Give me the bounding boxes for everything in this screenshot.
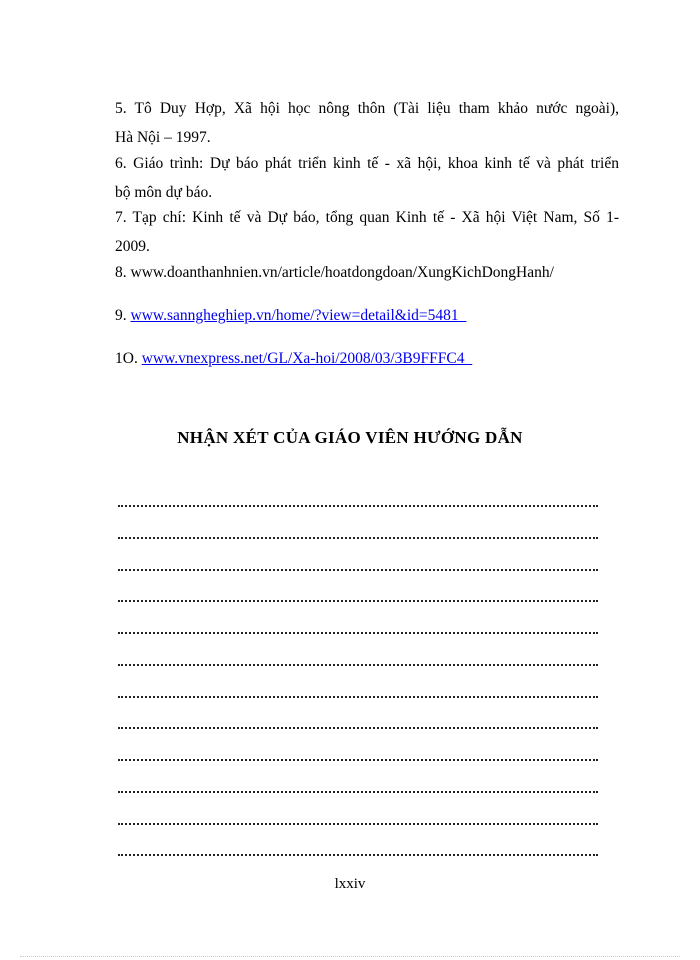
reference-item — [115, 258, 619, 287]
reference-number: 9. — [115, 307, 127, 324]
dotted-line — [118, 696, 598, 698]
reference-link[interactable]: www.vnexpress.net/GL/Xa-hoi/2008/03/3B9FFFC4 — [141, 350, 465, 367]
dotted-line — [118, 664, 598, 666]
reference-item — [115, 94, 619, 152]
dotted-line — [118, 600, 598, 602]
reference-text-line: 2009. — [115, 238, 150, 255]
dotted-line — [118, 823, 598, 825]
page-number: lxxiv — [334, 876, 366, 892]
reference-text-line: bộ môn dự báo. — [115, 184, 213, 201]
reference-text-line: Hà Nội – 1997. — [115, 129, 211, 146]
reference-text-line: 5. Tô Duy Hợp, Xã hội học nông thôn (Tài liệu tham khảo nước ngoài), — [115, 100, 619, 117]
reference-link[interactable]: www.sanngheghiep.vn/home/?view=detail&id=5481 — [130, 307, 459, 324]
dotted-line — [118, 759, 598, 761]
section-heading: NHẬN XÉT CỦA GIÁO VIÊN HƯỚNG DẪN — [177, 428, 523, 447]
reference-item — [115, 203, 619, 261]
reference-number: 1O. — [115, 350, 138, 367]
dotted-line — [118, 727, 598, 729]
reference-item-link — [115, 306, 466, 326]
reference-text-line: 7. Tạp chí: Kinh tế và Dự báo, tổng quan Kinh tế - Xã hội Việt Nam, Số 1- — [115, 209, 619, 226]
dotted-line — [118, 854, 598, 856]
reference-item — [115, 149, 619, 207]
dotted-line — [118, 569, 598, 571]
dotted-line — [118, 632, 598, 634]
reference-item-link — [115, 349, 472, 369]
reference-text-line: 6. Giáo trình: Dự báo phát triển kinh tế - xã hội, khoa kinh tế và phát triển — [115, 155, 619, 172]
page-bottom-divider — [20, 956, 680, 957]
dotted-line — [118, 791, 598, 793]
reference-text-line: 8. www.doanthanhnien.vn/article/hoatdongdoan/XungKichDongHanh/ — [115, 264, 554, 281]
dotted-line — [118, 505, 598, 507]
dotted-line — [118, 537, 598, 539]
